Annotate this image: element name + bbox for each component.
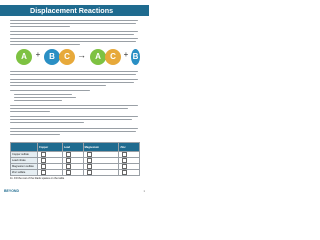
text-line xyxy=(10,31,138,32)
reaction-diagram xyxy=(10,48,140,66)
page-title: Displacement Reactions xyxy=(30,6,114,15)
table-row xyxy=(11,170,140,176)
circle-b: B xyxy=(131,49,140,65)
text-line xyxy=(10,74,136,75)
text-line xyxy=(10,79,138,80)
row-label: Magnesium sulfate xyxy=(11,164,38,170)
circle-c: C xyxy=(59,49,75,65)
text-line xyxy=(10,20,138,21)
answer-cell[interactable] xyxy=(38,170,63,176)
checkbox[interactable] xyxy=(66,158,71,163)
answer-cell[interactable] xyxy=(83,170,119,176)
table-header-cell: Copper xyxy=(38,143,63,152)
checkbox[interactable] xyxy=(41,152,46,157)
beyond-logo: BEYOND xyxy=(4,189,19,193)
text-line xyxy=(10,34,134,35)
arrow-icon: → xyxy=(77,50,86,60)
page-number: 1 xyxy=(143,189,145,193)
checkbox[interactable] xyxy=(122,170,127,175)
text-line xyxy=(10,108,128,109)
table-header-cell: Zinc xyxy=(119,143,140,152)
plus-sign: + xyxy=(35,50,41,59)
text-line xyxy=(10,71,138,72)
checkbox[interactable] xyxy=(66,152,71,157)
answer-cell[interactable] xyxy=(119,170,140,176)
checkbox[interactable] xyxy=(87,158,92,163)
text-line xyxy=(10,131,136,132)
text-line xyxy=(10,26,70,27)
text-line xyxy=(10,134,60,135)
text-line xyxy=(10,90,90,91)
bullet-line xyxy=(14,94,72,95)
text-line xyxy=(10,105,138,106)
checkbox[interactable] xyxy=(66,164,71,169)
checkbox[interactable] xyxy=(87,170,92,175)
checkbox[interactable] xyxy=(41,164,46,169)
checkbox[interactable] xyxy=(66,170,71,175)
text-line xyxy=(10,44,80,45)
bullet-line xyxy=(14,100,62,101)
checkbox[interactable] xyxy=(87,164,92,169)
table-header-cell: Magnesium xyxy=(83,143,119,152)
row-label: Zinc sulfate xyxy=(11,170,38,176)
table-header-cell: Lead xyxy=(62,143,83,152)
title-bar xyxy=(0,5,149,16)
circle-b: B xyxy=(44,49,60,65)
text-line xyxy=(10,116,138,117)
checkbox[interactable] xyxy=(122,152,127,157)
table-header-row xyxy=(11,143,140,152)
table-header-cell xyxy=(11,143,38,152)
checkbox[interactable] xyxy=(87,152,92,157)
checkbox[interactable] xyxy=(41,158,46,163)
circle-a: A xyxy=(16,49,32,65)
circle-a: A xyxy=(90,49,106,65)
checkbox[interactable] xyxy=(122,158,127,163)
circle-c: C xyxy=(105,49,121,65)
text-line xyxy=(10,128,138,129)
worksheet-page xyxy=(0,0,149,198)
row-label: Copper sulfate xyxy=(11,152,38,158)
answer-cell[interactable] xyxy=(62,170,83,176)
text-line xyxy=(10,82,134,83)
reaction-table xyxy=(10,142,140,176)
text-line xyxy=(10,119,132,120)
text-line xyxy=(10,85,106,86)
checkbox[interactable] xyxy=(41,170,46,175)
bullet-line xyxy=(14,97,76,98)
text-line xyxy=(10,111,50,112)
text-line xyxy=(10,23,136,24)
checkbox[interactable] xyxy=(122,164,127,169)
text-line xyxy=(10,38,138,39)
text-line xyxy=(10,41,136,42)
question-text: 11. Fill the rest of the blank spaces on the table xyxy=(10,177,65,180)
row-label: Lead nitrate xyxy=(11,158,38,164)
plus-sign: + xyxy=(123,50,129,59)
text-line xyxy=(10,122,84,123)
